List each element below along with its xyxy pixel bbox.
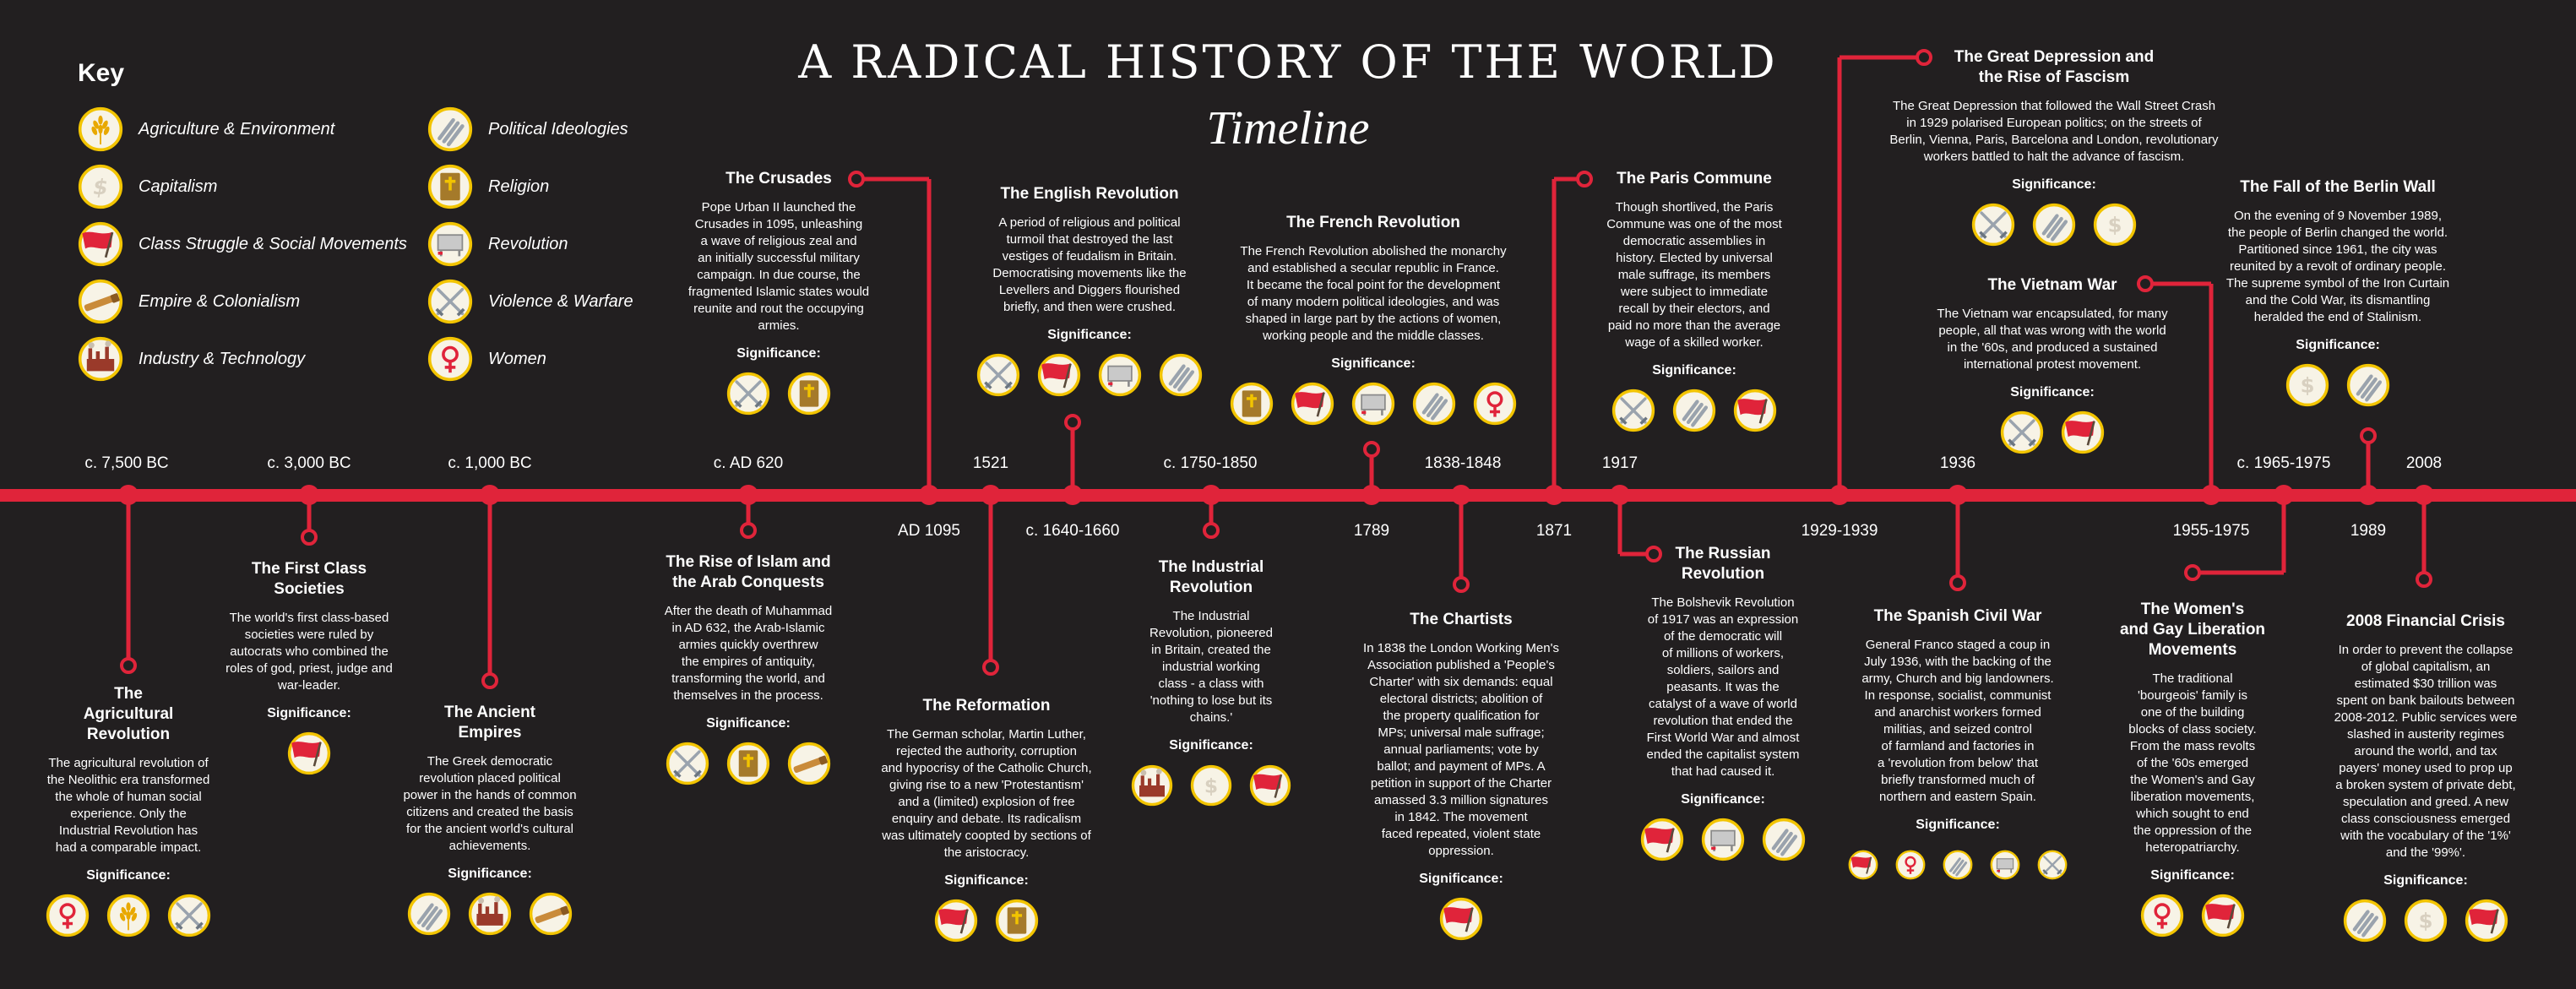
significance-icons	[622, 742, 875, 785]
event-description: After the death of Muhammad in AD 632, the Arab-Islamic armies quickly overthrew the empires of antiquity, transforming the world, and themselves in the process.	[664, 604, 833, 703]
red-flag-icon	[2201, 894, 2245, 937]
key-item-label: Agriculture & Environment	[139, 119, 335, 139]
event-description: In order to prevent the collapse of global capitalism, an estimated $30 trillion was spent on bank bailouts between 2008-2012. Public services were slashed in austerity regimes around the world, and tax payers' money used to prop up a broken system of private debt, speculation and greed. A new class consciousness emerged with the vocabulary of the '1%' and the '99%'.	[2334, 643, 2518, 860]
event-title: The Vietnam War	[1987, 276, 2117, 294]
event-description: The world's first class-based societies were ruled by autocrats who combined the roles of god, priest, judge and war-leader.	[226, 611, 393, 693]
date-label: c. 1750-1850	[1163, 454, 1258, 472]
date-label: c. 1640-1660	[1025, 522, 1120, 540]
cross-book-icon	[787, 372, 831, 416]
event-title: 2008 Financial Crisis	[2346, 612, 2505, 630]
event-ancient	[380, 703, 600, 936]
significance-label: Significance:	[1681, 792, 1765, 807]
event-connector	[118, 485, 139, 672]
event-connector	[480, 485, 500, 687]
event-title: The Russian Revolution	[1675, 545, 1771, 583]
date-label: 1871	[1535, 522, 1573, 540]
event-description: The German scholar, Martin Luther, rejected the authority, corruption and hypocrisy of the Catholic Church, giving rise to a new 'Protestantism' and a (limited) explosion of free enquiry and debate. Its radicalism was ultimately coopted by sections of the aristocracy.	[881, 727, 1092, 860]
significance-label: Significance:	[706, 716, 791, 731]
pens-icon	[1412, 382, 1456, 426]
telescope-icon	[787, 742, 831, 785]
significance-label: Significance:	[1169, 738, 1253, 753]
date-label: c. 1,000 BC	[448, 454, 532, 472]
event-description: Though shortlived, the Paris Commune was one of the most democratic assemblies in history. Elected by universal male suffrage, its members were subject to immediate recall by their electors, and paid no more than the average wage of a skilled worker.	[1606, 200, 1782, 350]
significance-icons	[1913, 410, 2192, 454]
date-label: 1917	[1601, 454, 1639, 472]
crossed-swords-icon	[1971, 203, 2015, 247]
date-label: 2008	[2405, 454, 2443, 472]
significance-icons	[2108, 894, 2277, 937]
significance-label: Significance:	[86, 868, 171, 883]
significance-icons	[1872, 203, 2236, 247]
date-label: 1989	[2350, 522, 2387, 540]
event-vietnam	[1913, 275, 2192, 454]
event-description: On the evening of 9 November 1989, the people of Berlin changed the world. Partitioned since 1961, the city was reunited by a revolt of ordinary people. The supreme symbol of the Iron Curtain and the Cold War, its dismantling heralded the end of Stalinism.	[2225, 209, 2450, 324]
event-english	[967, 184, 1212, 397]
event-title: The English Revolution	[1000, 185, 1179, 203]
cross-book-icon	[995, 899, 1039, 943]
event-womens	[2108, 600, 2277, 937]
red-flag-icon	[1249, 763, 1291, 807]
event-reformation	[843, 696, 1130, 943]
significance-label: Significance:	[2383, 873, 2468, 888]
cross-book-icon	[726, 742, 770, 785]
significance-label: Significance:	[1419, 872, 1503, 886]
event-description: The traditional 'bourgeois' family is one of the building blocks of class society. From the mass revolts of the '60s emerged the Women's and Gay liberation movements, which sought to end the oppression of the heteropatriarchy.	[2128, 671, 2257, 855]
date-label: 1789	[1353, 522, 1390, 540]
key-item-label: Capitalism	[139, 177, 218, 196]
event-berlin	[2203, 177, 2473, 407]
pens-icon	[1762, 818, 1806, 861]
event-russian	[1613, 544, 1833, 861]
wheat-icon	[106, 894, 150, 937]
pens-icon	[1943, 843, 1973, 887]
venus-icon	[1473, 382, 1517, 426]
date-label: c. 3,000 BC	[267, 454, 351, 472]
red-flag-icon	[287, 731, 331, 775]
date-label: 1838-1848	[1424, 454, 1502, 472]
event-description: The agricultural revolution of the Neolithic era transformed the whole of human social experience. Only the Industrial Revolution has had a comparable impact.	[46, 756, 210, 855]
event-description: In 1838 the London Working Men's Association published a 'People's Charter' with six demands: equal electoral districts; abolition of the property qualification for MPs; universal male suffrage; annual parliaments; vote by ballot; and payment of MPs. A petition in support of the Charter amassed 3.3 million signatures in 1842. The movement faced repeated, violent state oppression.	[1363, 641, 1559, 858]
significance-icons	[967, 353, 1212, 397]
event-title: The Paris Commune	[1617, 170, 1772, 187]
event-title: The Fall of the Berlin Wall	[2240, 178, 2436, 196]
crossed-swords-icon	[2000, 410, 2044, 454]
event-description: The Bolshevik Revolution of 1917 was an expression of the democratic will of millions of workers, soldiers, sailors and peasants. It was the catalyst of a wave of world revolution that ended the First World War and almost ended the capitalist system that had caused it.	[1646, 595, 1800, 779]
date-label: AD 1095	[898, 522, 960, 540]
significance-label: Significance:	[267, 706, 351, 720]
event-title: The Crusades	[726, 170, 832, 187]
red-flag-icon	[1848, 843, 1878, 887]
barricade-icon	[1098, 353, 1142, 397]
date-label: c. AD 620	[713, 454, 784, 472]
significance-icons	[2329, 899, 2523, 943]
event-paris	[1584, 169, 1804, 432]
significance-icons	[1848, 843, 2068, 887]
pens-icon	[2343, 899, 2387, 943]
significance-label: Significance:	[2150, 868, 2235, 883]
pens-icon	[1159, 353, 1203, 397]
pens-icon	[2032, 203, 2076, 247]
event-title: The Women's and Gay Liberation Movements	[2119, 600, 2266, 659]
event-title: The First Class Societies	[251, 560, 367, 598]
red-flag-icon	[1439, 897, 1483, 941]
event-depression	[1872, 47, 2236, 247]
event-chartists	[1347, 610, 1575, 941]
key-item-label: Empire & Colonialism	[139, 291, 301, 311]
pens-icon	[1672, 389, 1716, 432]
crossed-swords-icon	[2037, 843, 2068, 887]
venus-icon	[2140, 894, 2184, 937]
key-item-label: Industry & Technology	[139, 349, 306, 368]
significance-icons	[1347, 897, 1575, 941]
event-title: The Rise of Islam and the Arab Conquests	[666, 553, 831, 591]
event-description: The French Revolution abolished the monarchy and established a secular republic in France. It became the focal point for the development of many modern political ideologies, and was shaped in large part by the actions of women, working people and the middle classes.	[1240, 244, 1507, 343]
significance-label: Significance:	[1331, 356, 1416, 371]
event-industrial	[1131, 557, 1291, 807]
significance-label: Significance:	[2010, 385, 2095, 399]
crossed-swords-icon	[976, 353, 1020, 397]
pens-icon	[2346, 363, 2390, 407]
barricade-icon	[1990, 843, 2020, 887]
barricade-icon	[1351, 382, 1395, 426]
event-description: Pope Urban II launched the Crusades in 1095, unleashing a wave of religious zeal and an initially successful military campaign. In due course, the fragmented Islamic states would reunite and rout the occupying armies.	[687, 200, 870, 333]
timeline-bar	[0, 489, 2576, 502]
barricade-icon	[1701, 818, 1745, 861]
significance-icons	[660, 372, 897, 416]
significance-label: Significance:	[448, 867, 532, 881]
significance-icons	[1226, 382, 1521, 426]
red-flag-icon	[2465, 899, 2508, 943]
red-flag-icon	[2061, 410, 2105, 454]
crossed-swords-icon	[167, 894, 211, 937]
key-item-label: Women	[488, 349, 546, 368]
dollar-icon	[2404, 899, 2448, 943]
significance-label: Significance:	[1652, 363, 1736, 378]
venus-icon	[46, 894, 90, 937]
event-title: The Great Depression and the Rise of Fascism	[1954, 48, 2155, 86]
key-item-label: Violence & Warfare	[488, 291, 633, 311]
event-title: The Spanish Civil War	[1873, 607, 2042, 625]
event-title: The French Revolution	[1286, 214, 1460, 231]
significance-icons	[843, 899, 1130, 943]
event-description: The Great Depression that followed the Wall Street Crash in 1929 polarised European politics; on the streets of Berlin, Vienna, Paris, Barcelona and London, revolutionary workers battled to halt the advance of fascism.	[1889, 99, 2219, 164]
red-flag-icon	[1733, 389, 1777, 432]
event-title: The Chartists	[1410, 611, 1513, 628]
event-title: The Industrial Revolution	[1158, 558, 1264, 596]
event-islam	[622, 552, 875, 785]
page-title: A RADICAL HISTORY OF THE WORLD	[798, 35, 1778, 89]
key-item-label: Class Struggle & Social Movements	[139, 234, 407, 253]
key-title: Key	[78, 59, 125, 87]
significance-icons	[1613, 818, 1833, 861]
key-item-label: Political Ideologies	[488, 119, 628, 139]
significance-label: Significance:	[1916, 818, 2000, 832]
event-financial	[2329, 611, 2523, 943]
event-title: The Ancient Empires	[443, 704, 536, 742]
date-label: c. 7,500 BC	[84, 454, 169, 472]
date-label: 1936	[1939, 454, 1976, 472]
date-label: 1955-1975	[2172, 522, 2250, 540]
event-description: General Franco staged a coup in July 1936, with the backing of the army, Church and big landowners. In response, socialist, communist and anarchist workers formed militias, and seized control of farmland and factories in a 'revolution from below' that briefly transformed much of northern and eastern Spain.	[1861, 638, 2054, 804]
date-label: c. 1965-1975	[2236, 454, 2331, 472]
significance-icons	[1584, 389, 1804, 432]
significance-label: Significance:	[2296, 338, 2380, 352]
key-item-label: Revolution	[488, 234, 568, 253]
event-agri	[27, 684, 230, 937]
red-flag-icon	[934, 899, 978, 943]
dollar-icon	[2285, 363, 2329, 407]
event-description: The Industrial Revolution, pioneered in Britain, created the industrial working class - a class with 'nothing to lose but its chains.'	[1149, 609, 1273, 725]
crossed-swords-icon	[666, 742, 709, 785]
telescope-icon	[529, 892, 573, 936]
factory-icon	[1131, 763, 1173, 807]
event-description: A period of religious and political turmoil that destroyed the last vestiges of feudalism in Britain. Democratising movements like the Levellers and Diggers flourished briefly, and then were crushed.	[992, 215, 1187, 314]
crossed-swords-icon	[1611, 389, 1655, 432]
significance-icons	[2203, 363, 2473, 407]
event-crusades	[660, 169, 897, 416]
red-flag-icon	[1291, 382, 1334, 426]
event-french	[1226, 213, 1521, 426]
significance-icons	[27, 894, 230, 937]
cross-book-icon	[1230, 382, 1274, 426]
event-description: The Vietnam war encapsulated, for many people, all that was wrong with the world in the '60s, and produced a sustained international protest movement.	[1937, 307, 2168, 372]
date-label: 1929-1939	[1801, 522, 1878, 540]
event-description: The Greek democratic revolution placed political power in the hands of common citizens and created the basis for the ancient world's cultural achievements.	[403, 754, 577, 853]
significance-icons	[1131, 763, 1291, 807]
red-flag-icon	[1037, 353, 1081, 397]
significance-icons	[380, 892, 600, 936]
significance-label: Significance:	[1047, 328, 1132, 342]
crossed-swords-icon	[726, 372, 770, 416]
red-flag-icon	[1640, 818, 1684, 861]
pens-icon	[407, 892, 451, 936]
significance-label: Significance:	[736, 346, 821, 361]
event-title: The Reformation	[922, 697, 1051, 715]
significance-label: Significance:	[2012, 177, 2096, 192]
dollar-icon	[1190, 763, 1232, 807]
significance-label: Significance:	[944, 873, 1029, 888]
date-label: 1521	[972, 454, 1009, 472]
dollar-icon	[2093, 203, 2137, 247]
venus-icon	[1895, 843, 1926, 887]
key-item-label: Religion	[488, 177, 550, 196]
factory-icon	[468, 892, 512, 936]
event-spanish	[1848, 606, 2068, 887]
event-connector	[981, 485, 1001, 674]
page-subtitle: Timeline	[1206, 102, 1370, 155]
event-title: The Agricultural Revolution	[83, 685, 174, 743]
